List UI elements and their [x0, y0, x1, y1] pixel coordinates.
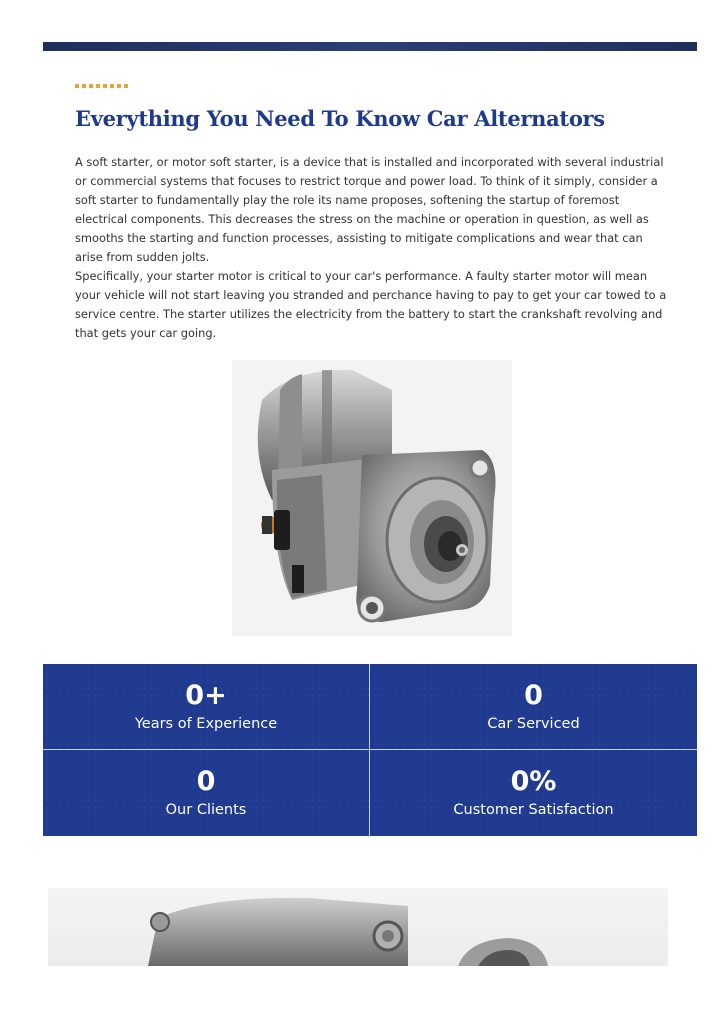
starter-motor-image: [232, 360, 512, 636]
stat-label: Customer Satisfaction: [453, 802, 614, 818]
stat-our-clients: [43, 750, 370, 836]
stat-car-serviced: [370, 664, 697, 750]
decorative-dots: [75, 84, 128, 88]
stat-value: 0%: [510, 766, 557, 797]
stats-grid: [43, 664, 697, 836]
page-title: Everything You Need To Know Car Alternators: [75, 106, 605, 131]
stat-label: Years of Experience: [134, 715, 278, 732]
stat-years-experience: [43, 664, 370, 750]
stat-customer-satisfaction: [370, 750, 697, 836]
stat-value: 0+: [185, 679, 227, 711]
paragraph-1: A soft starter, or motor soft starter, is a device that is installed and incorporated with several industrial or commercial systems that focuses to restrict torque and power load. To think of it simply, consider a soft starter to fundamentally play the role its name proposes, softening the startup of foremost electrical components. This decreases the stress on the machine or operation in question, as well as smooths the starting and function processes, assisting to mitigate complications and wear that can arise from sudden jolts.: [75, 155, 664, 264]
paragraph-2: Specifically, your starter motor is critical to your car's performance. A faulty starter motor will mean your vehicle will not start leaving you stranded and perchance having to pay to get your car towed to a service centre. The starter utilizes the electricity from the battery to start the crankshaft revolving and that gets your car going.: [75, 269, 667, 340]
stat-value: 0: [524, 679, 543, 711]
stat-label: Car Serviced: [487, 715, 580, 732]
starter-motor-photo-cropped: [48, 888, 668, 966]
top-accent-bar: [43, 42, 697, 51]
stat-value: 0: [196, 766, 216, 797]
stat-label: Our Clients: [165, 802, 247, 818]
article-body: [75, 153, 671, 343]
